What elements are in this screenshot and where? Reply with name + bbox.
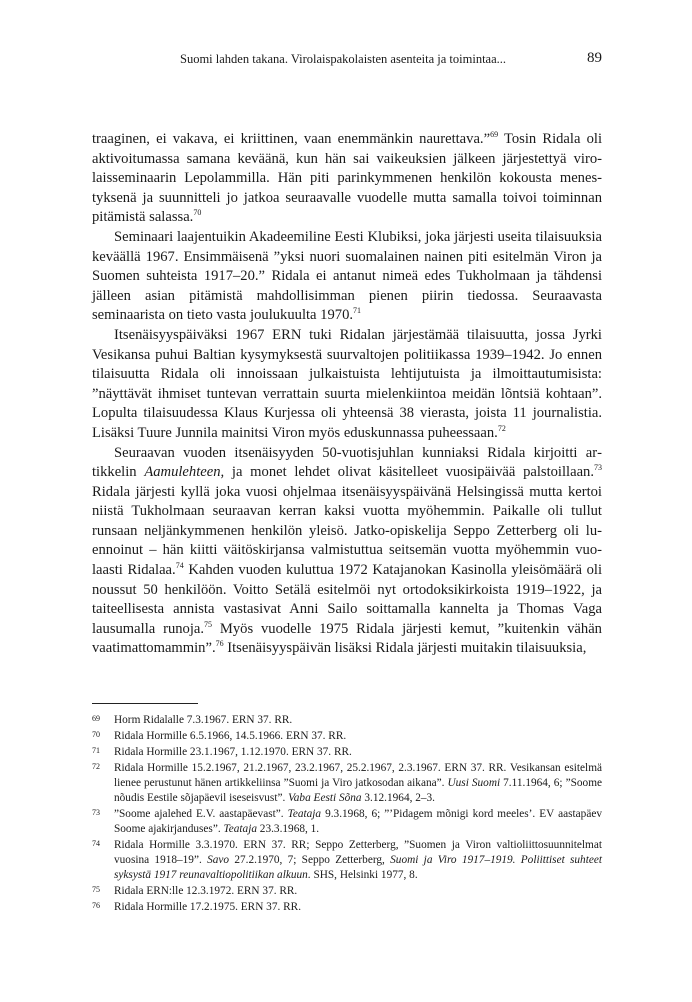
footnote-number: 73 bbox=[92, 808, 100, 817]
text-run: Ridala Hormille 3.3.1970. ERN 37. RR; Seppo Zetterberg, ”Suomen ja Viron valtioliittosuunnitelmat vuosina 1918–19”. bbox=[114, 839, 602, 866]
text-run: Ridala Hormille 23.1.1967, 1.12.1970. ERN 37. RR. bbox=[114, 746, 352, 758]
italic-text: Aamulehteen, bbox=[144, 464, 225, 481]
footnote-separator bbox=[92, 703, 198, 704]
footnote-ref: 70 bbox=[193, 208, 202, 218]
italic-text: Suomi ja Viro 1917–1919. Poliittiset suhteet syksystä 1917 reunavaltiopolitiikan alkuun bbox=[114, 854, 602, 881]
text-run: Ridala järjesti kyllä joka vuosi ohjelmaa itsenäisyyspäivänä Helsingissä mutta kertoi niistä Tukholmaan seuraavan kerran kaksi vuotta myöhemmin. Paikalle oli tullut runsaan neljänkymmenen henkilön yleisö. Jatko-opiskelija Seppo Zetterberg oli luennoinut – hän kiitti väitöskirjansa valmistuttua seitsemän vuotta myöhemmin vuolaasti Ridalaa. bbox=[92, 483, 602, 579]
text-run: Seminaari laajentuikin Akadeemiline Eesti Klubiksi, joka järjesti useita tilaisuuksia keväällä 1967. Ensimmäisenä ”yksi nuori suomalainen nainen piti esitelmän Viron ja Suomen suhteista 1917–20.” Ridala ei antanut nimeä edes Tukholmaan ja tähdensi jälleen asian pitämistä mahdollisimman pienen piirin tiedossa. Seuraavasta seminaarista on tieto vasta joulukuulta 1970. bbox=[92, 228, 602, 324]
paragraph bbox=[92, 444, 602, 660]
text-run: Horm Ridalalle 7.3.1967. ERN 37. RR. bbox=[114, 714, 293, 726]
footnote bbox=[92, 745, 602, 760]
text-run: Kahden vuoden kuluttua 1972 Katajanokan Kasinolla yleisömäärä oli noussut 50 henkilöön. Voitto Setälä esitelmöi nyt ortodoksikirkoista 1919–1922, ja taiteellisesta annista vastasivat Anni Sailo soittamalla kannelta ja Thomas Vaga lausumalla runoja. bbox=[92, 562, 603, 637]
footnotes bbox=[92, 713, 602, 916]
footnote-number: 69 bbox=[92, 714, 100, 723]
italic-text: Uusi Suomi bbox=[447, 777, 501, 789]
footnote-ref: 72 bbox=[497, 424, 506, 434]
paragraph bbox=[92, 228, 602, 326]
footnote bbox=[92, 884, 602, 899]
text-run: Itsenäisyyspäivän lisäksi Ridala järjesti muitakin tilaisuuksia, bbox=[223, 640, 587, 657]
footnote-ref: 69 bbox=[490, 130, 499, 140]
footnote-number: 76 bbox=[92, 901, 100, 910]
footnote-number: 72 bbox=[92, 762, 100, 771]
footnote bbox=[92, 900, 602, 915]
footnote-number: 70 bbox=[92, 730, 100, 739]
footnote bbox=[92, 761, 602, 806]
text-run: Myös vuodelle 1975 Ridala järjesti kemut, ”kuitenkin vähän vaatimattomammin”. bbox=[92, 620, 602, 657]
footnote bbox=[92, 713, 602, 728]
text-run: 7.11.1964, 6; ”Soome nõudis Eestile sõjapäevil iseseisvust”. bbox=[114, 777, 602, 804]
running-title: Suomi lahden takana. Virolaispakolaisten asenteita ja toimintaa... bbox=[180, 52, 507, 66]
text-run: Seuraavan vuoden itsenäisyyden 50-vuotisjuhlan kunniaksi Ridala kirjoitti artikkelin bbox=[92, 444, 602, 481]
italic-text: Teataja bbox=[223, 823, 257, 835]
text-run: . SHS, Helsinki 1977, 8. bbox=[307, 869, 418, 881]
footnote bbox=[92, 729, 602, 744]
text-run: ”Soome ajalehed E.V. aastapäevast”. bbox=[114, 808, 288, 820]
footnote-ref: 76 bbox=[215, 639, 224, 649]
italic-text: Savo bbox=[207, 854, 230, 866]
footnote-number: 71 bbox=[92, 746, 100, 755]
text-run: Ridala Hormille 6.5.1966, 14.5.1966. ERN 37. RR. bbox=[114, 730, 347, 742]
text-run: 27.2.1970, 7; Seppo Zetterberg, bbox=[229, 854, 391, 866]
text-run: Tosin Ridala oli aktivoitumassa samana keväänä, kun hän sai vaikeuksien jälkeen järjestettyä virolaisseminaarin Lepolammilla. Hän piti parinkymmenen henkilön kokousta menestyksenä ja suunnitteli jo jatkoa seuraavalle vuodelle mutta samalla toivoi toiminnan pitämistä salassa. bbox=[92, 131, 602, 226]
footnote-ref: 73 bbox=[594, 463, 602, 473]
italic-text: Teataja bbox=[287, 808, 322, 820]
footnote bbox=[92, 807, 602, 837]
text-run: Ridala Hormille 17.2.1975. ERN 37. RR. bbox=[114, 901, 302, 913]
body-text bbox=[92, 130, 602, 659]
footnote bbox=[92, 838, 602, 883]
text-run: Itsenäisyyspäiväksi 1967 ERN tuki Ridalan järjestämää tilaisuutta, jossa Jyrki Vesikansa puhui Baltian kysymyksestä suurvaltojen politiikassa 1939–1942. Jo ennen tilaisuutta Ridala oli innoissaan julkaistuista lehtijutuista ja ilmoittautumisista: ”näyttävät ihmiset tuntevan verrattain suurta mielenkiintoa meidän lõntsiä kohtaan”. Lopulta tilaisuudessa Klaus Kurjessa oli yhteensä 38 vierasta, joista 11 journalistia. Lisäksi Tuure Junnila mainitsi Viron myös eduskunnassa puheessaan. bbox=[92, 326, 602, 441]
text-run: Ridala Hormille 15.2.1967, 21.2.1967, 23.2.1967, 25.2.1967, 2.3.1967. ERN 37. RR. Vesikansan esitelmä lienee perustunut hänen artikkeliinsa ”Suomi ja Viro jatkosodan aikana”. bbox=[114, 762, 602, 789]
text-run: 3.12.1964, 2–3. bbox=[361, 792, 436, 804]
text-run: 9.3.1968, 6; ”’Pidagem mõnigi kord meeles’. EV aastapäev Soome ajakirjanduses”. bbox=[114, 808, 602, 835]
page-number: 89 bbox=[587, 50, 602, 66]
text-run: 23.3.1968, 1. bbox=[256, 823, 320, 835]
paragraph bbox=[92, 130, 602, 228]
footnote-number: 74 bbox=[92, 839, 100, 848]
footnote-ref: 71 bbox=[353, 306, 362, 316]
footnote-number: 75 bbox=[92, 885, 100, 894]
text-run: traaginen, ei vakava, ei kriittinen, vaan enemmänkin naurettava.” bbox=[92, 131, 491, 147]
text-run: Ridala ERN:lle 12.3.1972. ERN 37. RR. bbox=[114, 885, 298, 897]
footnote-ref: 74 bbox=[175, 561, 184, 571]
text-run: ja monet lehdet olivat käsitelleet vuosipäivää palstoillaan. bbox=[224, 464, 594, 481]
footnote-ref: 75 bbox=[204, 619, 213, 629]
paragraph bbox=[92, 326, 602, 444]
italic-text: Vaba Eesti Sõna bbox=[288, 792, 362, 804]
